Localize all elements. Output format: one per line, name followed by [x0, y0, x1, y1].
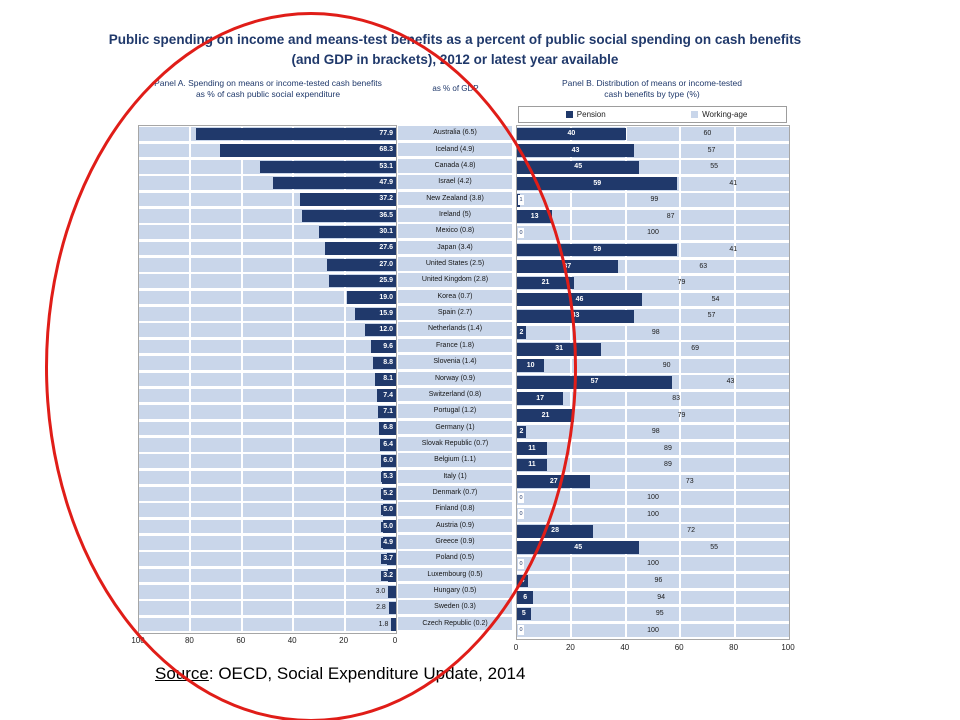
panel-a-tick: 60 [236, 636, 246, 645]
country-label: Italy (1) [443, 472, 467, 480]
panel-b-title-line2: cash benefits by type (%) [604, 89, 700, 99]
pension-bar-value: 0 [519, 494, 523, 501]
panel-a-bar-value: 6.4 [383, 440, 393, 448]
pension-bar-value: 27 [549, 477, 558, 485]
panel-a-bar-value: 25.9 [379, 277, 393, 285]
country-label: Luxembourg (0.5) [427, 570, 483, 578]
country-label: Hungary (0.5) [433, 587, 477, 595]
panel-a-bar-value: 47.9 [379, 179, 393, 187]
panel-a-bar-value: 5.0 [383, 522, 393, 530]
working-age-value: 100 [647, 510, 659, 518]
pension-bar-value: 46 [575, 295, 584, 303]
country-label: New Zealand (3.8) [426, 194, 484, 202]
row-band [139, 471, 396, 485]
pension-bar-value: 2 [519, 328, 524, 336]
working-age-value: 63 [699, 262, 708, 270]
country-label: Japan (3.4) [437, 243, 473, 251]
working-age-value: 98 [651, 328, 660, 336]
pension-bar-value: 31 [555, 345, 564, 353]
pension-bar-value: 2 [519, 428, 524, 436]
row-band [139, 422, 396, 436]
source-note [155, 664, 525, 684]
panel-b-tick: 20 [565, 643, 575, 652]
working-age-value: 79 [677, 279, 686, 287]
country-label: Israel (4.2) [438, 178, 472, 186]
panel-a-bar-value: 5.0 [383, 506, 393, 514]
panel-a-bar-value: 27.6 [379, 244, 393, 252]
country-label: United States (2.5) [425, 260, 485, 268]
panel-b-title [527, 78, 777, 100]
working-age-value: 83 [672, 394, 680, 402]
country-label: Switzerland (0.8) [428, 390, 482, 398]
working-age-value: 73 [685, 477, 694, 485]
panel-b-plot [516, 125, 790, 640]
panel-a-bar-value: 3.0 [375, 587, 386, 595]
country-label: Netherlands (1.4) [427, 325, 483, 333]
country-label: Iceland (4.9) [435, 145, 475, 153]
pension-bar-value: 45 [574, 543, 583, 551]
working-age-value: 55 [710, 543, 719, 551]
working-age-value: 100 [647, 229, 659, 237]
legend-item-pension [519, 107, 653, 122]
country-label: Norway (0.9) [434, 374, 476, 382]
panel-a-bar-value: 4.9 [383, 538, 393, 546]
working-age-value: 57 [707, 312, 716, 320]
chart-title-line1: Public spending on income and means-test benefits as a percent of public social spending on cash benefits [108, 32, 802, 47]
country-label: Canada (4.8) [434, 161, 476, 169]
country-label: United Kingdom (2.8) [421, 276, 489, 284]
pension-bar-value: 10 [526, 361, 535, 369]
panel-a-bar-value: 77.9 [379, 130, 393, 137]
gdp-axis-label: as % of GDP [432, 84, 479, 93]
pension-bar-value: 17 [536, 394, 545, 402]
working-age-value: 55 [710, 163, 719, 171]
panel-b-tick: 60 [674, 643, 684, 652]
country-label: Denmark (0.7) [432, 489, 478, 496]
panel-a-bar-value: 68.3 [379, 146, 393, 154]
country-label: Czech Republic (0.2) [422, 619, 488, 627]
row-band [139, 487, 396, 501]
panel-a-bar-value: 15.9 [379, 309, 393, 317]
pension-bar-value: 45 [574, 163, 583, 171]
panel-b-tick: 80 [729, 643, 739, 652]
row-band [139, 454, 396, 468]
pension-bar-value: 0 [519, 511, 523, 518]
country-label: Austria (0.9) [435, 521, 475, 529]
panel-a-axis [131, 636, 398, 648]
country-label: Sweden (0.3) [434, 603, 476, 611]
gridline [292, 126, 294, 633]
country-label: Belgium (1.1) [434, 456, 476, 464]
panel-b-title-line1: Panel B. Distribution of means or income-tested [561, 78, 742, 88]
working-age-value: 41 [729, 179, 738, 187]
working-age-value: 69 [691, 345, 700, 353]
pension-bar-value: 59 [593, 179, 602, 187]
row-band [139, 373, 396, 387]
row-band [139, 405, 396, 419]
pension-bar-value: 21 [541, 411, 550, 419]
panel-a-bar [196, 128, 396, 140]
panel-a-bar-value: 2.8 [376, 604, 386, 612]
legend-label-pension: Pension [576, 110, 606, 119]
country-label: Finland (0.8) [435, 505, 475, 513]
pension-bar-value: 11 [528, 461, 536, 469]
row-band [139, 503, 396, 517]
row-band [139, 520, 396, 534]
panel-a-title-line2: as % of cash public social expenditure [195, 89, 341, 99]
working-age-value: 90 [662, 361, 671, 369]
country-label: Germany (1) [435, 423, 475, 431]
working-age-value: 79 [677, 411, 686, 419]
working-age-value: 94 [657, 593, 666, 601]
working-age-value: 100 [647, 626, 659, 634]
pension-bar-value: 13 [530, 212, 539, 220]
panel-a-bar-value: 3.2 [383, 571, 393, 579]
working-age-value: 60 [703, 130, 712, 138]
panel-b-axis [513, 643, 795, 655]
panel-a-bar-value: 8.8 [383, 358, 393, 366]
row-band [139, 569, 396, 583]
panel-a-bar [389, 602, 396, 614]
panel-a-bar-value: 7.4 [383, 391, 393, 399]
panel-a-bar-value: 19.0 [379, 293, 393, 301]
panel-a-bar-value: 37.2 [379, 195, 393, 203]
panel-a-bar-value: 5.2 [383, 489, 393, 497]
working-age-value: 72 [687, 527, 695, 535]
source-label: Source [155, 664, 209, 683]
panel-a-bar [220, 144, 396, 156]
row-band [139, 323, 396, 337]
panel-a-bar-value: 1.8 [378, 620, 389, 628]
row-band [139, 536, 396, 550]
panel-a-tick: 100 [131, 636, 145, 645]
working-age-value: 100 [647, 560, 659, 568]
pension-bar-value: 43 [571, 146, 580, 154]
panel-a-tick: 80 [184, 636, 194, 645]
pension-bar-value: 28 [551, 527, 559, 535]
panel-a-title-line1: Panel A. Spending on means or income-tested cash benefits [154, 78, 382, 88]
row-band [139, 618, 396, 632]
working-age-value: 43 [726, 378, 735, 386]
source-text: : OECD, Social Expenditure Update, 2014 [208, 664, 526, 683]
working-age-value: 95 [655, 610, 664, 618]
panel-a-bar-value: 36.5 [379, 211, 393, 219]
panel-a-tick: 0 [392, 636, 398, 645]
pension-bar-value: 40 [567, 130, 576, 138]
panel-a-bar-value: 30.1 [379, 228, 393, 236]
pension-bar-value: 6 [523, 593, 528, 601]
panel-a-bar-value: 6.0 [383, 457, 393, 465]
panel-b-tick: 100 [781, 643, 795, 652]
panel-a-tick: 40 [287, 636, 297, 645]
panel-a-title [118, 78, 418, 100]
working-age-value: 87 [666, 212, 675, 220]
row-band [139, 340, 396, 354]
country-label: Slovak Republic (0.7) [421, 439, 489, 447]
country-column [398, 125, 512, 632]
row-band [139, 389, 396, 403]
working-age-value: 99 [650, 196, 659, 204]
country-label: Mexico (0.8) [435, 227, 475, 235]
working-age-value: 89 [664, 461, 672, 469]
working-age-value: 57 [707, 146, 716, 154]
pension-bar-value: 11 [528, 444, 536, 452]
gridline [241, 126, 243, 633]
working-age-value: 98 [651, 428, 660, 436]
row-band [139, 585, 396, 599]
legend-label-working-age: Working-age [702, 110, 748, 119]
panel-a-bar-value: 7.1 [383, 408, 393, 416]
row-band [139, 438, 396, 452]
panel-a-tick: 20 [339, 636, 349, 645]
panel-a-bar-value: 8.1 [383, 375, 393, 383]
working-age-value: 96 [654, 577, 663, 584]
country-label: France (1.8) [435, 341, 475, 349]
panel-a-bar-value: 12.0 [379, 326, 393, 334]
panel-a-bar-value: 6.8 [383, 424, 393, 432]
row-band [139, 552, 396, 566]
pension-bar-value: 37 [563, 262, 572, 270]
panel-a-bar-value: 9.6 [383, 342, 393, 350]
pension-bar-value: 43 [571, 312, 580, 320]
working-age-value: 89 [664, 444, 672, 452]
working-age-value: 41 [729, 246, 738, 254]
pension-bar-value: 5 [521, 610, 526, 618]
row-band [139, 601, 396, 615]
legend [518, 106, 787, 123]
panel-a-bar [391, 618, 396, 630]
working-age-value: 100 [647, 494, 659, 502]
panel-a-plot [138, 125, 397, 634]
country-label: Greece (0.9) [435, 538, 475, 546]
country-label: Ireland (5) [439, 210, 471, 218]
pension-bar-value: 21 [541, 279, 550, 287]
pension-swatch-icon [566, 111, 573, 118]
country-label: Poland (0.5) [435, 554, 475, 562]
legend-item-working-age [653, 107, 787, 122]
chart-title [105, 30, 805, 70]
panel-a-bar-value: 53.1 [379, 162, 393, 170]
country-label: Portugal (1.2) [433, 407, 477, 415]
panel-b-tick: 40 [620, 643, 630, 652]
country-label: Korea (0.7) [437, 292, 473, 300]
pension-bar-value: 57 [590, 378, 599, 386]
pension-bar-value: 0 [519, 229, 523, 236]
pension-bar-value: 59 [593, 246, 602, 254]
working-age-value: 54 [711, 295, 720, 303]
country-label: Slovenia (1.4) [433, 358, 477, 366]
country-label: Spain (2.7) [437, 309, 473, 317]
pension-bar-value: 0 [519, 560, 523, 567]
panel-a-bar-value: 27.0 [379, 260, 393, 268]
panel-a-bar [260, 161, 396, 173]
row-band [139, 356, 396, 370]
pension-bar-value: 1 [519, 196, 523, 203]
working-age-swatch-icon [691, 111, 698, 118]
pension-bar-value: 0 [519, 627, 523, 634]
panel-a-bar-value: 5.3 [383, 473, 393, 481]
panel-b-tick: 0 [513, 643, 519, 652]
country-label: Australia (6.5) [433, 129, 477, 137]
gridline [189, 126, 191, 633]
panel-a-bar [388, 586, 396, 598]
pension-bar-value: 4 [520, 577, 525, 584]
chart-title-line2: (and GDP in brackets), 2012 or latest year available [291, 52, 619, 67]
panel-a-bar-value: 3.7 [383, 555, 393, 563]
